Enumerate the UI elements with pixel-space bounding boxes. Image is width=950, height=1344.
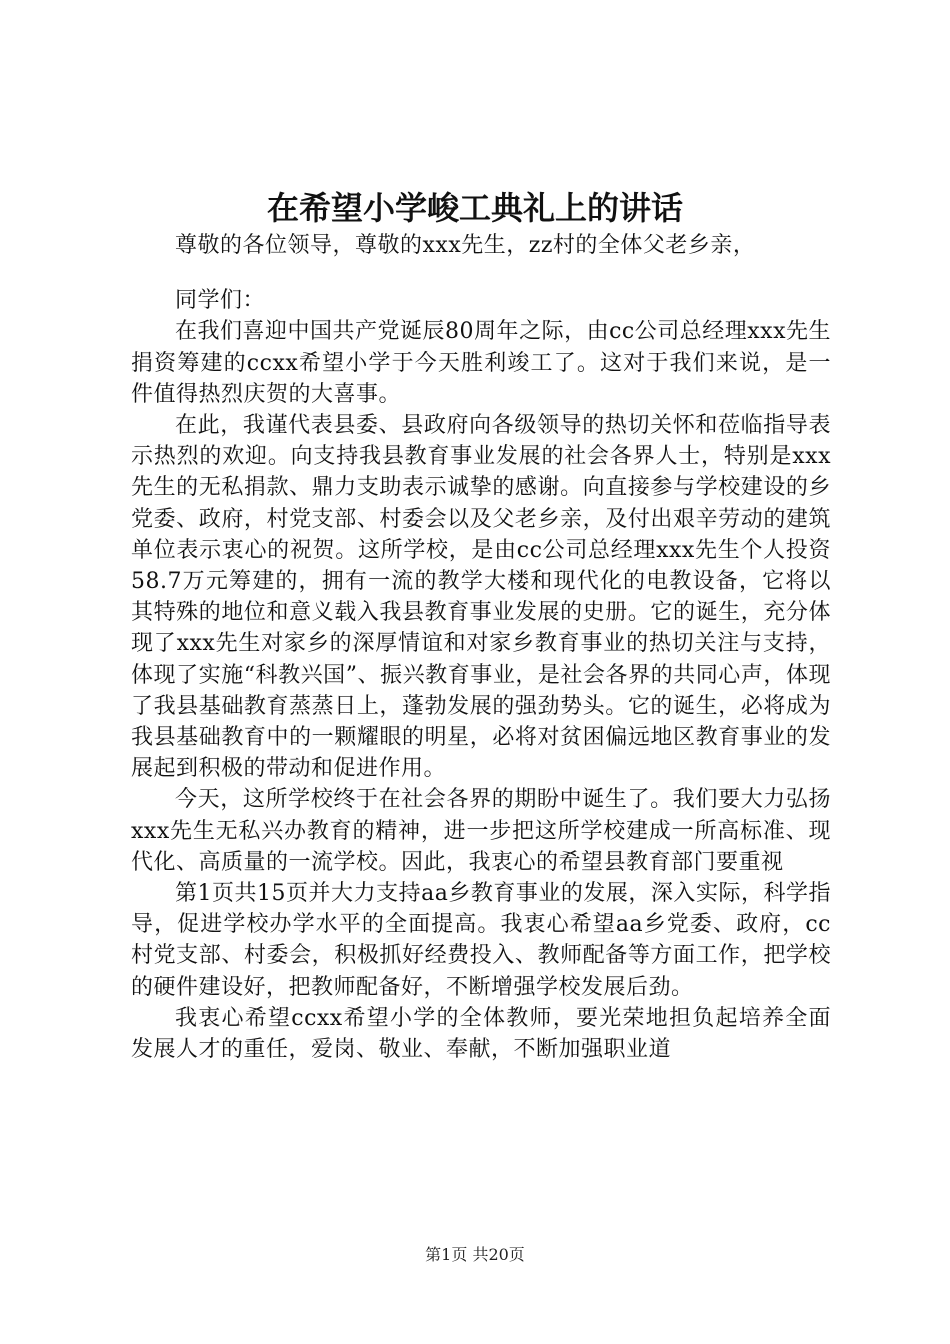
body-paragraph: 在此，我谨代表县委、县政府向各级领导的热切关怀和莅临指导表示热烈的欢迎。向支持我县教育事业发展的社会各界人士，特别是xxx先生的无私捐款、鼎力支助表示诚挚的感谢。向直接参与学校建设的乡党委、政府，村党支部、村委会以及父老乡亲，及付出艰辛劳动的建筑单位表示衷心的祝贺。这所学校，是由cc公司总经理xxx先生个人投资58.7万元筹建的，拥有一流的教学大楼和现代化的电教设备，它将以其特殊的地位和意义载入我县教育事业发展的史册。它的诞生，充分体现了xxx先生对家乡的深厚情谊和对家乡教育事业的热切关注与支持，体现了实施“科教兴国”、振兴教育事业，是社会各界的共同心声，体现了我县基础教育蒸蒸日上，蓬勃发展的强劲势头。它的诞生，必将成为我县基础教育中的一颗耀眼的明星，必将对贫困偏远地区教育事业的发展起到积极的带动和促进作用。	[131, 413, 831, 782]
salutation-line-1: 尊敬的各位领导，尊敬的xxx先生，zz村的全体父老乡亲，	[175, 233, 756, 258]
salutation-line-2: 同学们：	[175, 288, 266, 314]
body-paragraph: 在我们喜迎中国共产党诞辰80周年之际，由cc公司总经理xxx先生捐资筹建的ccxx希望小学于今天胜利竣工了。这对于我们来说，是一件值得热烈庆贺的大喜事。	[131, 319, 831, 407]
page-footer: 第1页 共20页	[425, 1245, 525, 1264]
document-body	[131, 230, 831, 1065]
document-title: 在希望小学峻工典礼上的讲话	[266, 189, 683, 227]
body-paragraph: 我衷心希望ccxx希望小学的全体教师，要光荣地担负起培养全面发展人才的重任，爱岗、敬业、奉献，不断加强职业道	[131, 1005, 831, 1063]
body-paragraph: 今天，这所学校终于在社会各界的期盼中诞生了。我们要大力弘扬xxx先生无私兴办教育的精神，进一步把这所学校建成一所高标准、现代化、高质量的一流学校。因此，我衷心的希望县教育部门要重视	[131, 787, 831, 875]
body-paragraph: 第1页共15页并大力支持aa乡教育事业的发展，深入实际，科学指导，促进学校办学水平的全面提高。我衷心希望aa乡党委、政府，cc村党支部、村委会，积极抓好经费投入、教师配备等方面工作，把学校的硬件建设好，把教师配备好，不断增强学校发展后劲。	[131, 881, 831, 1000]
